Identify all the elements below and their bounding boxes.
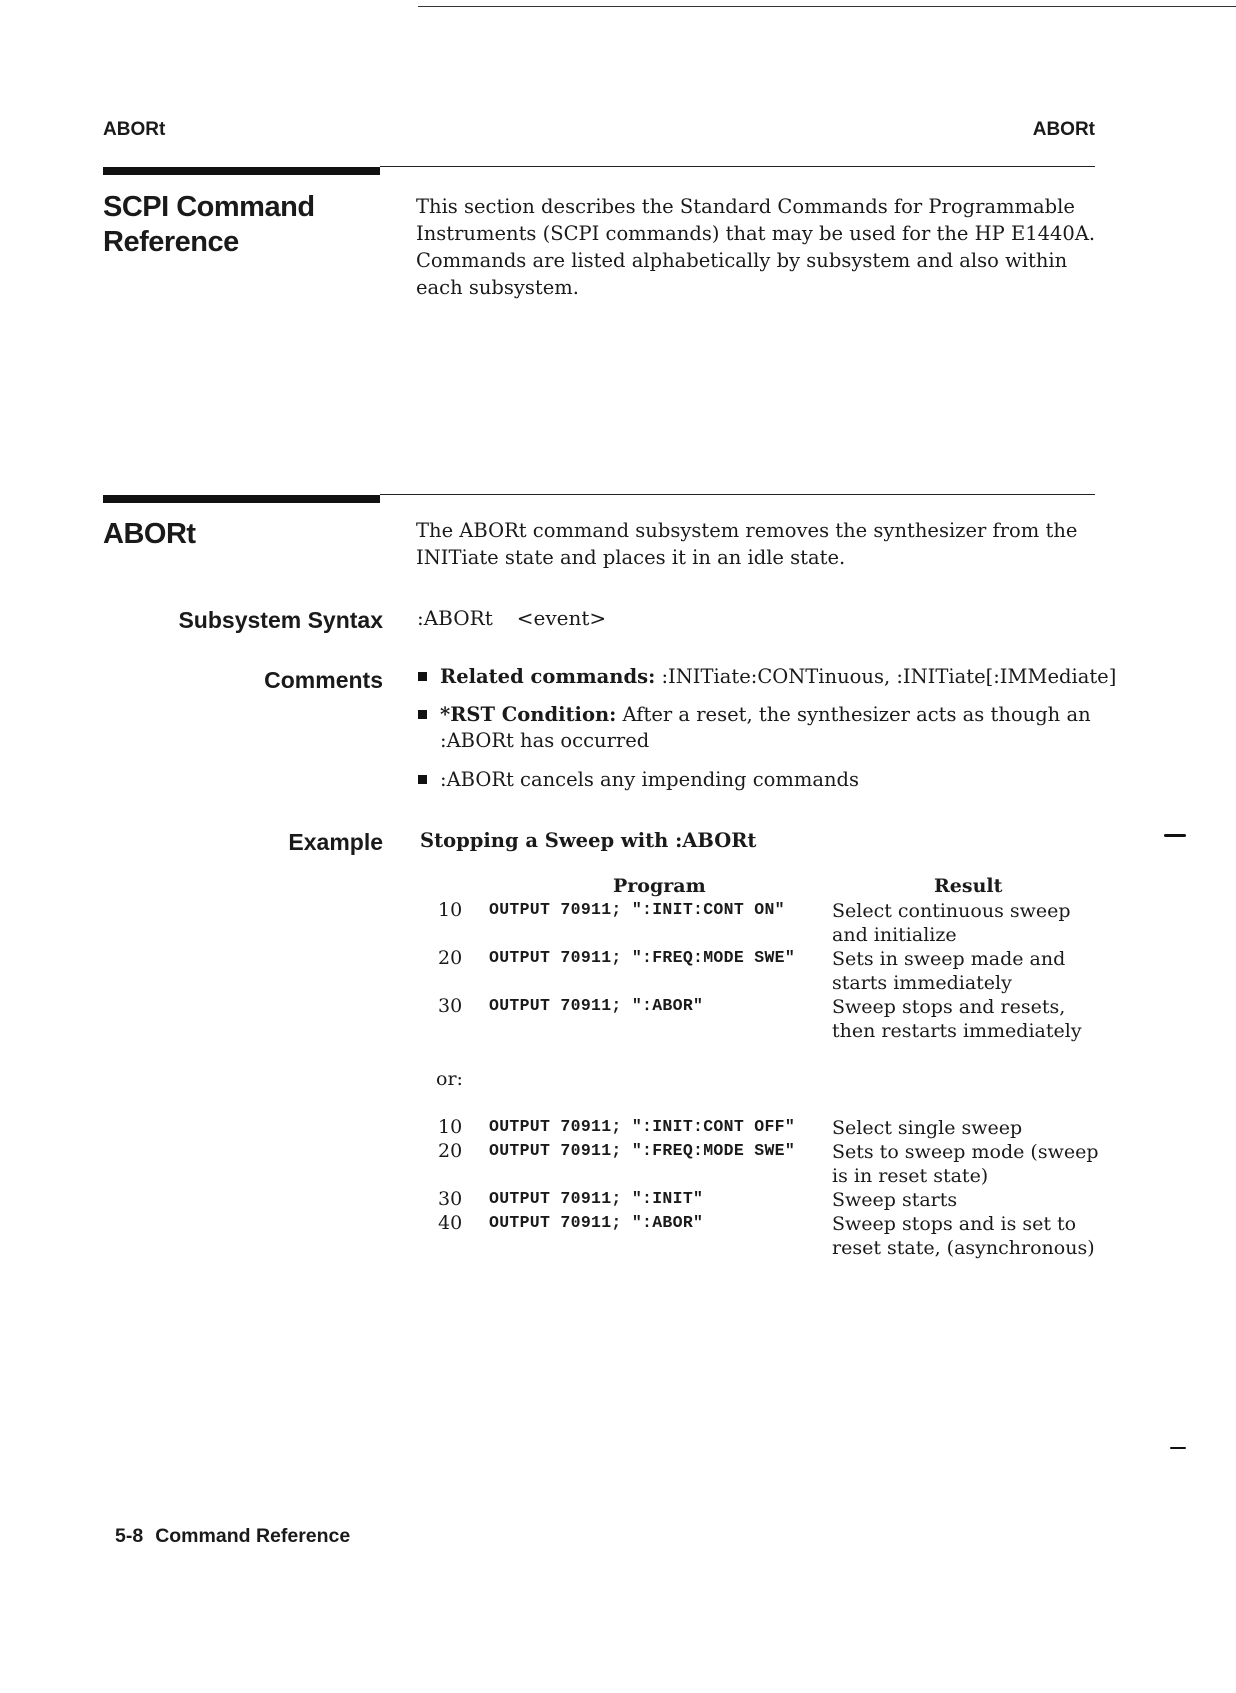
comment-item bbox=[418, 664, 1150, 690]
intro-paragraph: This section describes the Standard Commands for Programmable Instruments (SCPI commands) that may be used for the HP E1440A. Commands are listed alphabetically by subsystem and also within each subsystem. bbox=[416, 195, 1096, 299]
program-code: OUTPUT 70911; ":FREQ:MODE SWE" bbox=[489, 1141, 796, 1160]
bullet-marker bbox=[418, 672, 427, 681]
comment-bold: Related commands: bbox=[440, 665, 656, 688]
result-text: Select single sweep bbox=[832, 1117, 1023, 1139]
result-text: Sweep starts bbox=[832, 1189, 958, 1211]
page-number: 5-8 bbox=[115, 1525, 144, 1547]
line-number: 20 bbox=[438, 947, 463, 969]
section-title-line: Reference bbox=[103, 226, 239, 258]
result-text: Sets in sweep made and starts immediately bbox=[832, 948, 1066, 994]
line-number: 30 bbox=[438, 1188, 463, 1210]
line-number: 30 bbox=[438, 995, 463, 1017]
program-code: OUTPUT 70911; ":INIT:CONT ON" bbox=[489, 900, 785, 919]
bullet-marker bbox=[418, 710, 427, 719]
subsystem-syntax-label: Subsystem Syntax bbox=[178, 607, 383, 633]
line-number: 40 bbox=[438, 1212, 463, 1234]
comment-text: After a reset, the synthesizer acts as though an :ABORt has occurred bbox=[440, 703, 1091, 752]
margin-mark bbox=[1170, 1447, 1186, 1449]
bullet-marker bbox=[418, 775, 427, 784]
margin-mark bbox=[1164, 834, 1186, 837]
abort-paragraph: The ABORt command subsystem removes the synthesizer from the INITiate state and places it in an idle state. bbox=[416, 519, 1078, 569]
program-code: OUTPUT 70911; ":ABOR" bbox=[489, 996, 704, 1015]
running-head-left: ABORt bbox=[103, 119, 166, 140]
line-number: 10 bbox=[438, 899, 463, 921]
comment-text: :ABORt cancels any impending commands bbox=[440, 768, 860, 791]
syntax-command: :ABORt bbox=[417, 606, 493, 630]
comment-item bbox=[418, 767, 1150, 793]
program-code: OUTPUT 70911; ":FREQ:MODE SWE" bbox=[489, 948, 796, 967]
comment-text: :INITiate:CONTinuous, :INITiate[:IMMediate] bbox=[655, 665, 1117, 688]
comment-bold: *RST Condition: bbox=[440, 703, 617, 726]
section-rule-thin bbox=[380, 166, 1095, 167]
syntax-param: <event> bbox=[516, 606, 607, 630]
example-caption: Stopping a Sweep with :ABORt bbox=[420, 829, 757, 852]
result-text: Sweep stops and resets, then restarts immediately bbox=[832, 996, 1082, 1042]
program-column-header: Program bbox=[613, 875, 706, 897]
page-footer bbox=[115, 1525, 350, 1548]
line-number: 20 bbox=[438, 1140, 463, 1162]
program-code: OUTPUT 70911; ":ABOR" bbox=[489, 1213, 704, 1232]
footer-section-title: Command Reference bbox=[155, 1525, 351, 1547]
top-edge-rule bbox=[418, 6, 1236, 7]
section-title-scpi bbox=[103, 190, 315, 260]
section-title-line: SCPI Command bbox=[103, 191, 315, 223]
result-text: Select continuous sweep and initialize bbox=[832, 900, 1071, 946]
comment-item bbox=[418, 702, 1150, 754]
section-title-abort: ABORt bbox=[103, 518, 196, 550]
section-rule-thin bbox=[380, 494, 1095, 495]
subsystem-syntax bbox=[417, 606, 606, 630]
result-text: Sets to sweep mode (sweep is in reset state) bbox=[832, 1141, 1099, 1187]
running-head-right: ABORt bbox=[1032, 119, 1095, 140]
result-column-header: Result bbox=[934, 875, 1003, 897]
program-code: OUTPUT 70911; ":INIT:CONT OFF" bbox=[489, 1117, 796, 1136]
section-rule-thick bbox=[103, 167, 380, 175]
line-number: 10 bbox=[438, 1116, 463, 1138]
comments-label: Comments bbox=[264, 667, 383, 693]
example-label: Example bbox=[288, 829, 383, 855]
program-code: OUTPUT 70911; ":INIT" bbox=[489, 1189, 704, 1208]
or-label: or: bbox=[436, 1068, 463, 1090]
result-text: Sweep stops and is set to reset state, (asynchronous) bbox=[832, 1213, 1095, 1259]
section-rule-thick bbox=[103, 495, 380, 503]
